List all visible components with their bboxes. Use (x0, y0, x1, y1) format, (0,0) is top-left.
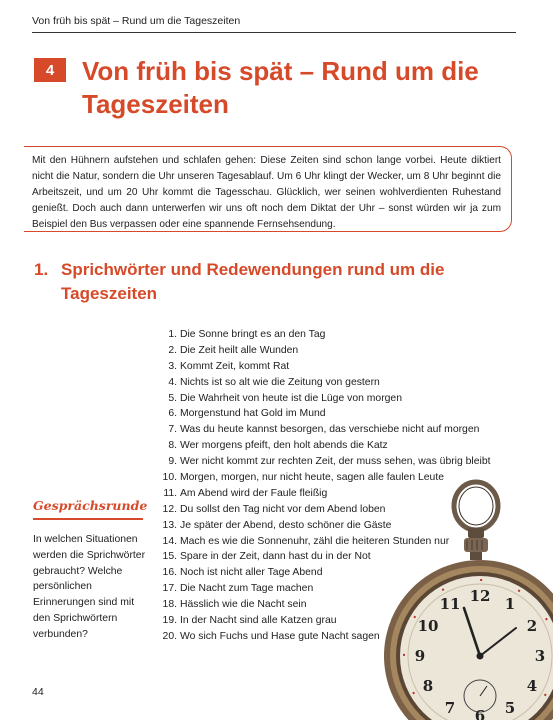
proverb-number: 2. (168, 344, 177, 356)
proverb-number: 14. (162, 535, 177, 547)
proverb-text: Morgenstund hat Gold im Mund (180, 408, 326, 420)
proverb-item (152, 375, 532, 391)
proverb-item (152, 327, 532, 343)
proverb-number: 10. (162, 472, 177, 484)
page-number: 44 (32, 686, 44, 698)
proverb-item (152, 391, 532, 407)
proverb-item (152, 343, 532, 359)
watch-numeral: 8 (422, 677, 434, 695)
proverb-number: 8. (168, 440, 177, 452)
chapter-title: Von früh bis spät – Rund um die Tageszeiten (82, 56, 479, 119)
watch-numeral: 1 (504, 595, 516, 613)
proverb-number: 4. (168, 376, 177, 388)
pocket-watch-illustration (378, 478, 553, 720)
proverb-number: 6. (168, 408, 177, 420)
proverb-text: Je später der Abend, desto schöner die Gäste (180, 519, 392, 531)
proverb-text: Noch ist nicht aller Tage Abend (180, 567, 323, 579)
proverb-text: Am Abend wird der Faule fleißig (180, 487, 328, 499)
proverb-item (152, 422, 532, 438)
talk-box-title: Gesprächsrunde (33, 498, 148, 513)
watch-numeral: 4 (526, 677, 538, 695)
intro-box (24, 146, 512, 232)
proverb-number: 13. (162, 519, 177, 531)
talk-box-rule (33, 518, 143, 520)
proverb-number: 7. (168, 424, 177, 436)
proverb-number: 11. (163, 487, 177, 499)
proverb-number: 9. (168, 456, 177, 468)
proverb-text: Morgen, morgen, nur nicht heute, sagen alle faulen Leute (180, 472, 444, 484)
proverb-number: 15. (162, 551, 177, 563)
intro-text: Mit den Hühnern aufstehen und schlafen gehen: Diese Zeiten sind schon lange vorbei. Heute diktiert nicht die Natur, sondern die Uhr unseren Tagesablauf. Um 6 Uhr klingt der Wecker, um 8 Uhr beginnt die Arbeitszeit, und um 20 Uhr kommt die Tagesschau. Glücklich, wer seinen wohlverdienten Ruhestand genießt. Doch auch dann unterwerfen wir uns oft noch dem Diktat der Uhr – sonst würden wir ja zum Beispiel den Bus verpassen oder eine spannende Fernsehsendung. (32, 155, 501, 230)
proverb-number: 17. (162, 583, 177, 595)
proverb-text: Mach es wie die Sonnenuhr, zähl die heiteren Stunden nur (180, 535, 450, 547)
proverb-text: Die Nacht zum Tage machen (180, 583, 314, 595)
proverb-text: Wo sich Fuchs und Hase gute Nacht sagen (180, 630, 380, 642)
proverb-item (152, 406, 532, 422)
proverb-item (152, 359, 532, 375)
proverb-item (152, 438, 532, 454)
running-head-rule (32, 32, 516, 33)
talk-box-text: In welchen Situationen werden die Sprichwörter gebraucht? Welche persönlichen Erinnerungen sind mit den Sprichwörtern verbunden? (33, 534, 146, 640)
proverb-text: Die Zeit heilt alle Wunden (180, 344, 299, 356)
proverb-text: Was du heute kannst besorgen, das verschiebe nicht auf morgen (180, 424, 480, 436)
proverb-text: Wer nicht kommt zur rechten Zeit, der muss sehen, was übrig bleibt (180, 456, 491, 468)
watch-numeral: 5 (504, 699, 516, 717)
proverb-number: 20. (162, 630, 177, 642)
proverb-text: Die Wahrheit von heute ist die Lüge von morgen (180, 392, 402, 404)
running-head: Von früh bis spät – Rund um die Tageszeiten (32, 15, 241, 27)
proverb-number: 1. (168, 329, 177, 340)
watch-numeral: 7 (444, 699, 456, 717)
proverb-number: 3. (168, 360, 177, 372)
section-number: 1. (34, 260, 49, 279)
proverb-text: Spare in der Zeit, dann hast du in der Not (180, 551, 371, 563)
section-title: Sprichwörter und Redewendungen rund um die Tageszeiten (61, 260, 445, 303)
watch-numeral: 12 (469, 587, 491, 605)
proverb-number: 18. (162, 599, 177, 611)
proverb-number: 12. (162, 503, 177, 515)
watch-numeral: 9 (414, 647, 426, 665)
watch-numeral: 2 (526, 617, 538, 635)
proverb-text: Wer morgens pfeift, den holt abends die Katz (180, 440, 388, 452)
proverb-number: 16. (162, 567, 177, 579)
watch-numeral: 6 (474, 707, 486, 720)
proverb-text: Kommt Zeit, kommt Rat (180, 360, 290, 372)
watch-numeral: 11 (439, 595, 461, 613)
proverb-text: Du sollst den Tag nicht vor dem Abend loben (180, 503, 386, 515)
proverb-text: In der Nacht sind alle Katzen grau (180, 615, 337, 627)
proverb-text: Die Sonne bringt es an den Tag (180, 329, 326, 340)
proverb-item (152, 454, 532, 470)
proverb-text: Nichts ist so alt wie die Zeitung von gestern (180, 376, 380, 388)
proverb-text: Hässlich wie die Nacht sein (180, 599, 307, 611)
watch-numeral: 10 (417, 617, 439, 635)
proverb-number: 19. (162, 615, 177, 627)
pocket-watch-icon (378, 478, 553, 720)
chapter-number-badge: 4 (34, 58, 66, 82)
proverb-number: 5. (168, 392, 177, 404)
watch-numeral: 3 (534, 647, 546, 665)
section-heading (34, 258, 514, 306)
